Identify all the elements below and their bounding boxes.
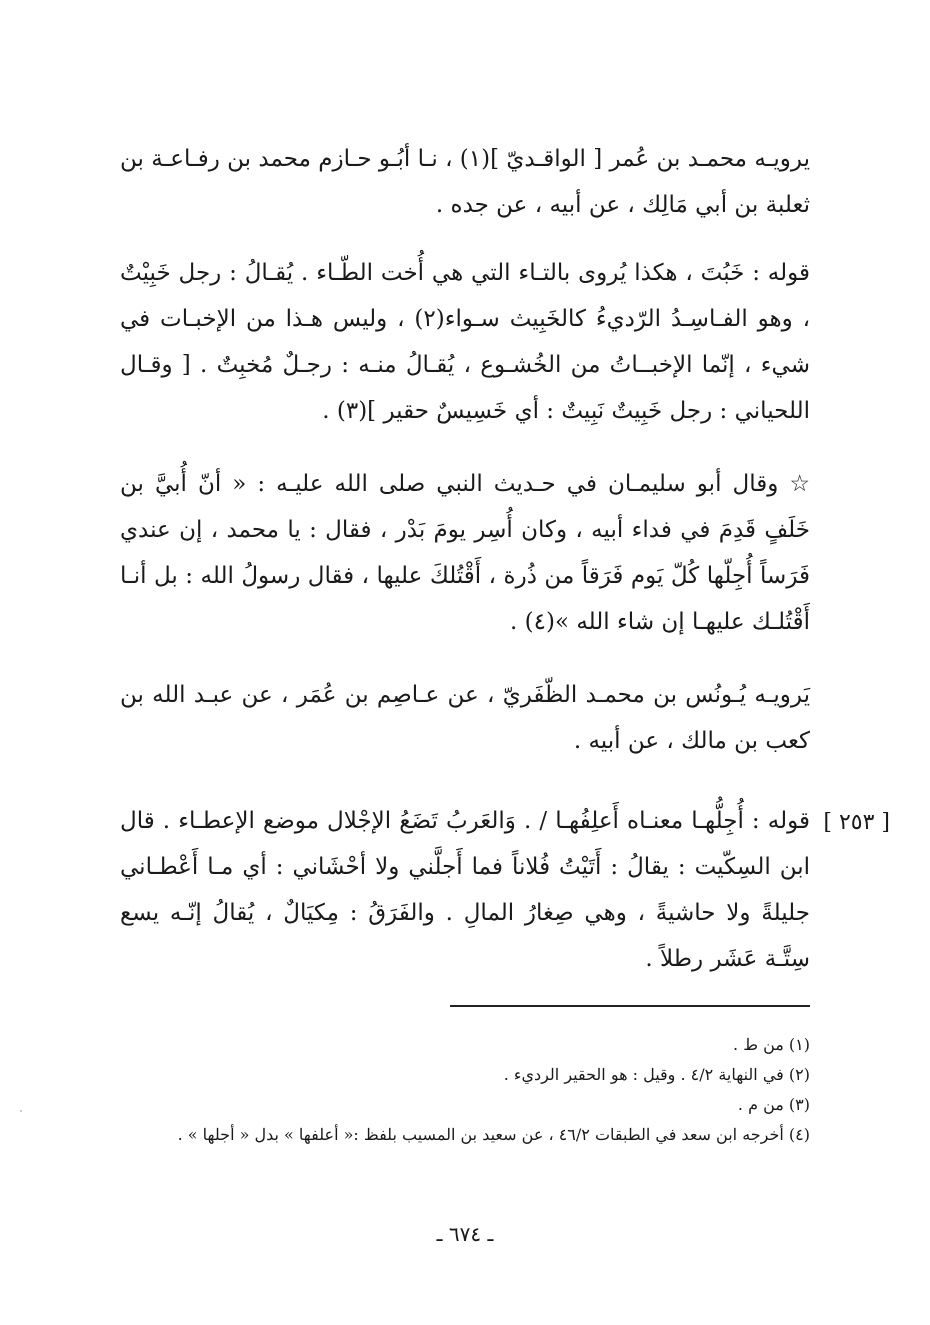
footnote-4: (٤) أخرجه ابن سعد في الطبقات ٤٦/٢ ، عن سعيد بن المسيب بلفظ :« أعلفها » بدل « أجلها » . <box>177 1125 810 1144</box>
footnote-2: (٢) في النهاية ٤/٢ . وقيل : هو الحقير الرديء . <box>503 1065 810 1084</box>
footnote-1: (١) من ط . <box>733 1035 810 1054</box>
body-paragraph-1: يرويـه محمـد بن عُمر [ الواقـديّ ](١) ، نـا أبُـو حـازم محمد بن رفـاعـة بن ثعلبة بن أبي مَالِك ، عن أبيه ، عن جده . <box>120 146 810 218</box>
footnotes <box>120 1030 810 1150</box>
margin-page-reference: [ ٢٥٣ ] <box>823 810 890 835</box>
body-paragraph-4: يَرويـه يُـونُس بن محمـد الظّفَريّ ، عن عـاصِم بن عُمَر ، عن عبـد الله بن كعب بن مالك ، عن أبيه . <box>120 682 810 754</box>
footnote-3: (٣) من م . <box>737 1095 810 1114</box>
page-number: ـ ٦٧٤ ـ <box>436 1222 494 1246</box>
body-paragraph-2: قوله : خَبُتَ ، هكذا يُروى بالتـاء التي هي أُخت الطّـاء . يُقـالُ : رجل خَبِيْتٌ ، وهو الفـاسِـدُ الرّديءُ كالخَبِيث سـواء(٢) ، وليس هـذا من الإخبـات في شيء ، إنّما الإخبــاتُ من الخُشـوع ، يُقـالُ منـه : رجـلٌ مُخبِتٌ . [ وقـال اللحياني : رجل خَبِيتٌ نَبِيتٌ : أي خَسِيسٌ حقير ](٣) . <box>120 260 811 424</box>
scan-speck <box>20 1110 22 1112</box>
footnote-separator <box>450 1005 810 1007</box>
body-paragraph-3: ☆ وقال أبو سليمـان في حـديث النبي صلى الله عليـه : « أنّ أُبيَّ بن خَلَفٍ قَدِمَ في فداء أبيه ، وكان أُسِر يومَ بَدْر ، فقال : يا محمد ، إن عندي فَرَساً أُجِلّها كُلّ يَوم فَرَقاً من ذُرة ، أَقْتُلكَ عليها ، فقال رسولُ الله : بل أنـا أَقْتُلـك عليهـا إن شاء الله »(٤) . <box>120 471 810 635</box>
body-paragraph-5: قوله : أُجِلُّهـا معنـاه أَعلِفُهـا / . وَالعَربُ تَضَعُ الإجْلال موضع الإعطـاء . قال ابن السِكّيت : يقالُ : أَتَيْتُ فُلاناً فما أَجلَّني ولا أحْشَاني : أي مـا أَعْطـاني جليلةً ولا حاشيةً ، وهي صِغارُ المالِ . والفَرَقُ : مِكيَالٌ ، يُقالُ إنّـه يسع سِتَّـة عَشَر رطلاً . <box>120 808 810 972</box>
